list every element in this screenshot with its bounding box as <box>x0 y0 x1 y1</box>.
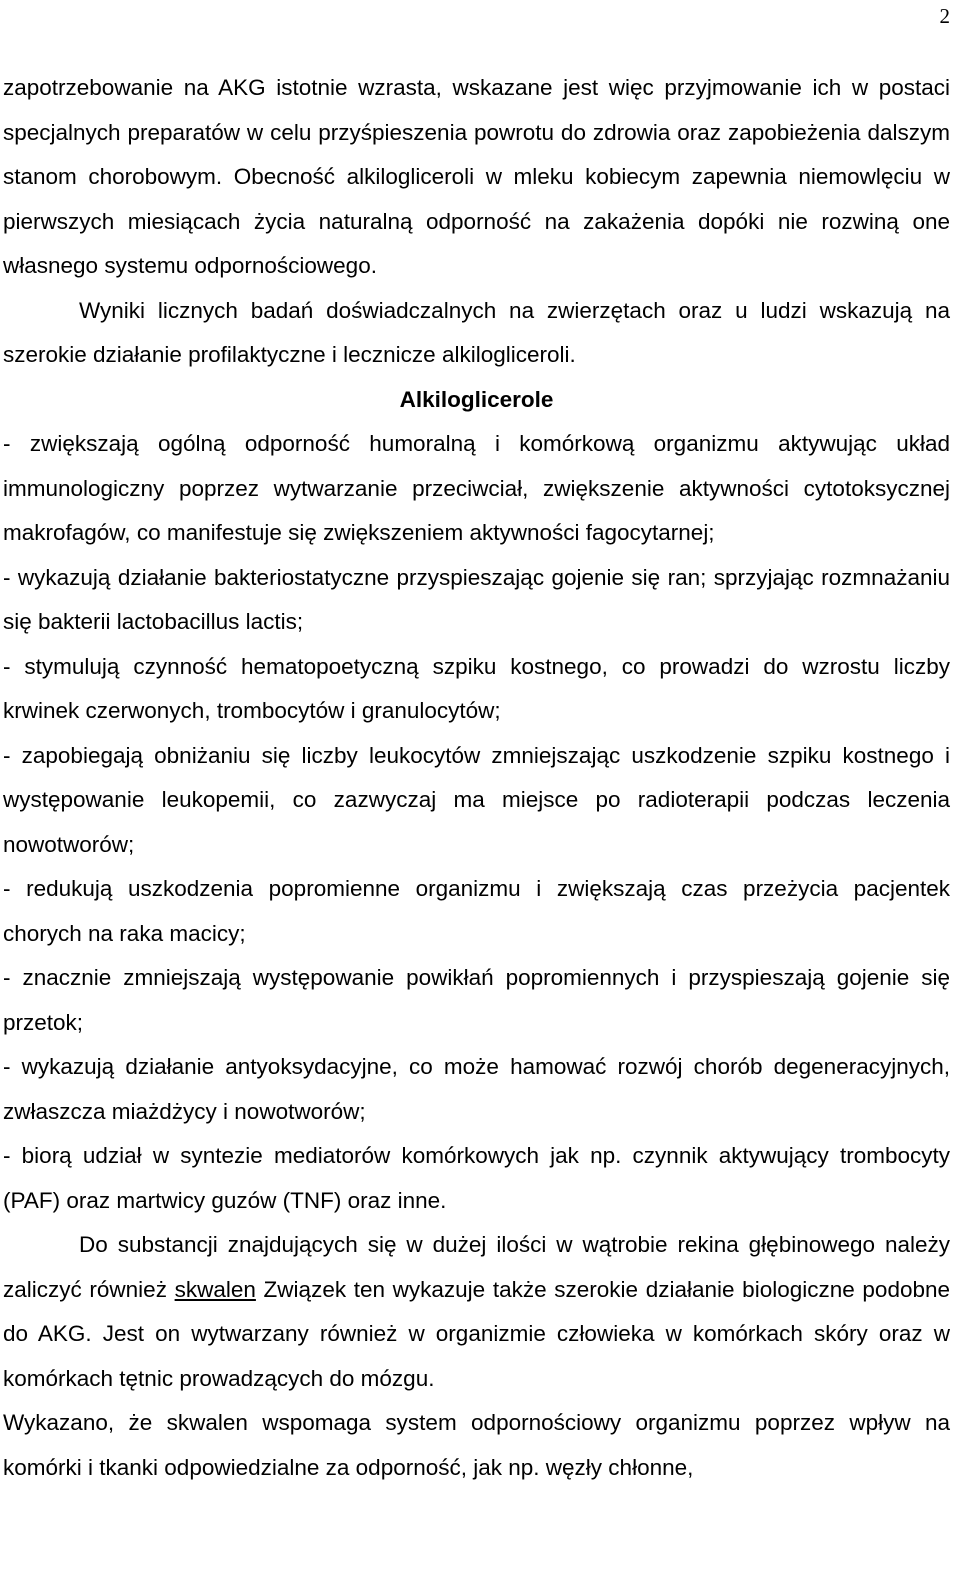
list-item: - wykazują działanie antyoksydacyjne, co może hamować rozwój chorób degeneracyjnych, zwłaszcza miażdżycy i nowotworów; <box>3 1054 950 1124</box>
list-item: - zwiększają ogólną odporność humoralną i komórkową organizmu aktywując układ immunologiczny poprzez wytwarzanie przeciwciał, zwiększenie aktywności cytotoksycznej makrofagów, co manifestuje się zwiększeniem aktywności fagocytarnej; <box>3 431 950 545</box>
list-item: - stymulują czynność hematopoetyczną szpiku kostnego, co prowadzi do wzrostu liczby krwinek czerwonych, trombocytów i granulocytów; <box>3 653 950 723</box>
effects-list <box>3 422 950 1223</box>
page-number: 2 <box>939 4 950 28</box>
squalene-link[interactable]: skwalen <box>174 1276 256 1302</box>
list-item: - wykazują działanie bakteriostatyczne przyspieszając gojenie się ran; sprzyjając rozmnażaniu się bakterii lactobacillus lactis; <box>3 564 950 634</box>
list-item: - redukują uszkodzenia popromienne organizmu i zwiększają czas przeżycia pacjentek chorych na raka macicy; <box>3 876 950 946</box>
list-item: - zapobiegają obniżaniu się liczby leukocytów zmniejszając uszkodzenie szpiku kostnego i występowanie leukopemii, co zazwyczaj ma miejsce po radioterapii podczas leczenia nowotworów; <box>3 742 950 857</box>
list-item: - znacznie zmniejszają występowanie powikłań popromiennych i przyspieszają gojenie się przetok; <box>3 965 950 1035</box>
squalene-paragraph <box>3 1223 950 1401</box>
list-item: - biorą udział w syntezie mediatorów komórkowych jak np. czynnik aktywujący trombocyty (PAF) oraz martwicy guzów (TNF) oraz inne. <box>3 1143 950 1213</box>
document-body <box>3 66 950 1490</box>
research-results-paragraph: Wyniki licznych badań doświadczalnych na zwierzętach oraz u ludzi wskazują na szerokie działanie profilaktyczne i lecznicze alkilogliceroli. <box>3 297 950 367</box>
squalene-text-after: Związek ten wykazuje także szerokie działanie biologiczne podobne do AKG. Jest on wytwarzany również w organizmie człowieka w komórkach skóry oraz w komórkach tętnic prowadzących do mózgu. <box>3 1276 951 1391</box>
closing-paragraph: Wykazano, że skwalen wspomaga system odpornościowy organizmu poprzez wpływ na komórki i tkanki odpowiedzialne za odporność, jak np. węzły chłonne, <box>3 1410 950 1480</box>
squalene-text-before: Do substancji znajdujących się w dużej ilości w wątrobie rekina głębinowego należy zaliczyć również <box>3 1232 950 1302</box>
section-heading: Alkiloglicerole <box>399 386 554 412</box>
intro-paragraph: zapotrzebowanie na AKG istotnie wzrasta, wskazane jest więc przyjmowanie ich w postaci specjalnych preparatów w celu przyśpieszenia powrotu do zdrowia oraz zapobieżenia dalszym stanom chorobowym. Obecność alkilogliceroli w mleku kobiecym zapewnia niemowlęciu w pierwszych miesiącach życia naturalną odporność na zakażenia dopóki nie rozwiną one własnego systemu odpornościowego. <box>3 75 950 278</box>
